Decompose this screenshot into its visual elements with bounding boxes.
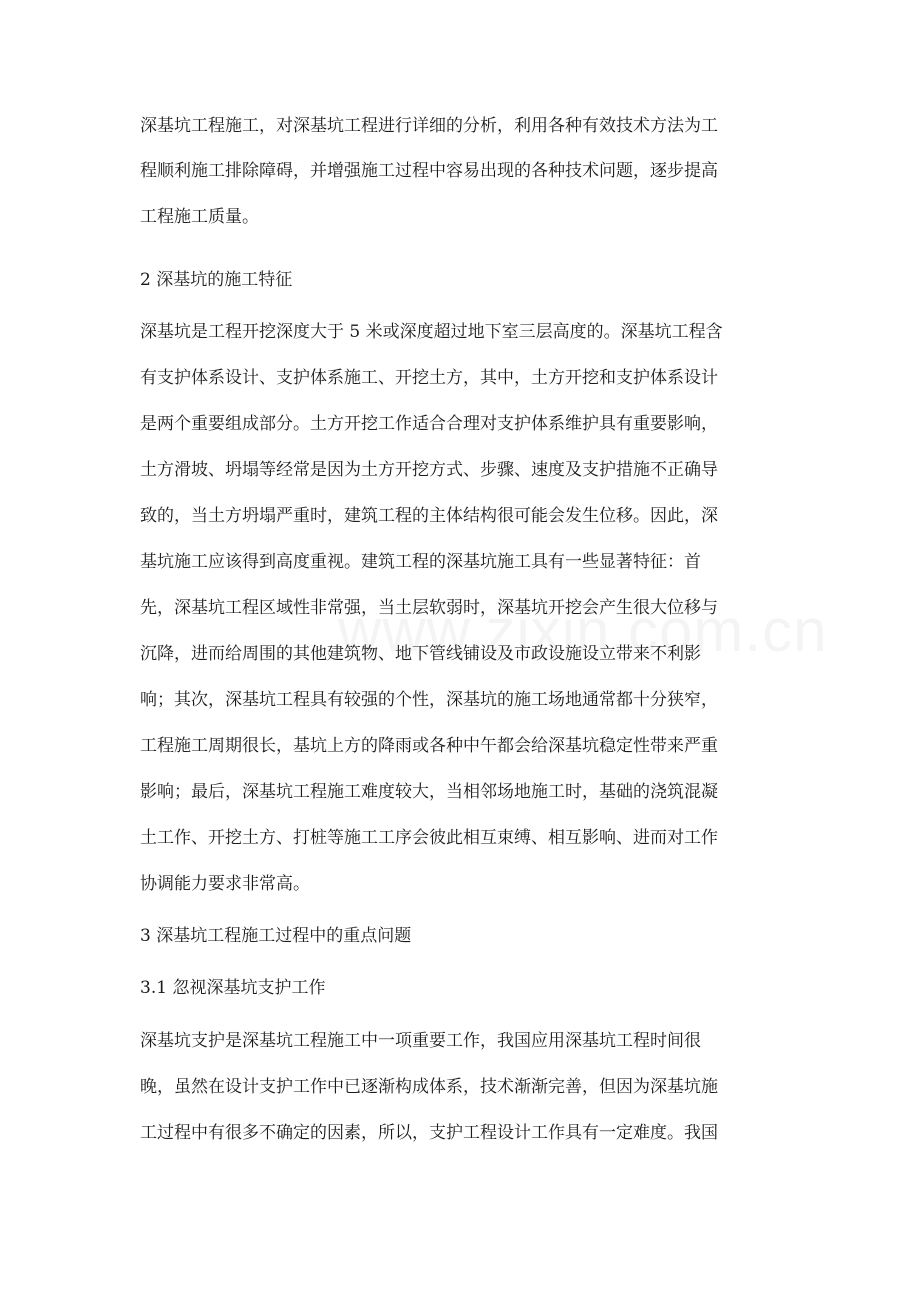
section-heading: 2 深基坑的施工特征	[140, 270, 293, 290]
section-heading: 3 深基坑工程施工过程中的重点问题	[140, 926, 412, 946]
text-line: 是两个重要组成部分。土方开挖工作适合合理对支护体系维护具有重要影响，	[140, 414, 718, 434]
text-line: 致的，当土方坍塌严重时，建筑工程的主体结构很可能会发生位移。因此，深	[140, 506, 718, 526]
text-line: 深基坑工程施工，对深基坑工程进行详细的分析，利用各种有效技术方法为工	[140, 116, 718, 136]
text-line: 晚，虽然在设计支护工作中已逐渐构成体系，技术渐渐完善，但因为深基坑施	[140, 1077, 718, 1097]
text-line: 工程施工质量。	[140, 207, 259, 227]
text-line: 有支护体系设计、支护体系施工、开挖土方，其中，土方开挖和支护体系设计	[140, 368, 718, 388]
text-line: 影响；最后，深基坑工程施工难度较大，当相邻场地施工时，基础的浇筑混凝	[140, 782, 718, 802]
text-line: 先，深基坑工程区域性非常强，当土层软弱时，深基坑开挖会产生很大位移与	[140, 598, 718, 618]
text-line: 工程施工周期很长，基坑上方的降雨或各种中午都会给深基坑稳定性带来严重	[140, 736, 718, 756]
subsection-heading: 3.1 忽视深基坑支护工作	[140, 978, 326, 998]
text-line: 沉降，进而给周围的其他建筑物、地下管线铺设及市政设施设立带来不利影	[140, 644, 701, 664]
text-line: 基坑施工应该得到高度重视。建筑工程的深基坑施工具有一些显著特征：首	[140, 552, 701, 572]
text-line: 深基坑支护是深基坑工程施工中一项重要工作，我国应用深基坑工程时间很	[140, 1031, 701, 1051]
text-line: 响；其次，深基坑工程具有较强的个性，深基坑的施工场地通常都十分狭窄，	[140, 690, 718, 710]
text-line: 土工作、开挖土方、打桩等施工工序会彼此相互束缚、相互影响、进而对工作	[140, 828, 718, 848]
text-line: 协调能力要求非常高。	[140, 874, 310, 894]
text-line: 工过程中有很多不确定的因素，所以，支护工程设计工作具有一定难度。我国	[140, 1123, 718, 1143]
text-line: 土方滑坡、坍塌等经常是因为土方开挖方式、步骤、速度及支护措施不正确导	[140, 460, 718, 480]
text-line: 深基坑是工程开挖深度大于 5 米或深度超过地下室三层高度的。深基坑工程含	[140, 322, 723, 342]
text-line: 程顺利施工排除障碍，并增强施工过程中容易出现的各种技术问题，逐步提高	[140, 161, 718, 181]
